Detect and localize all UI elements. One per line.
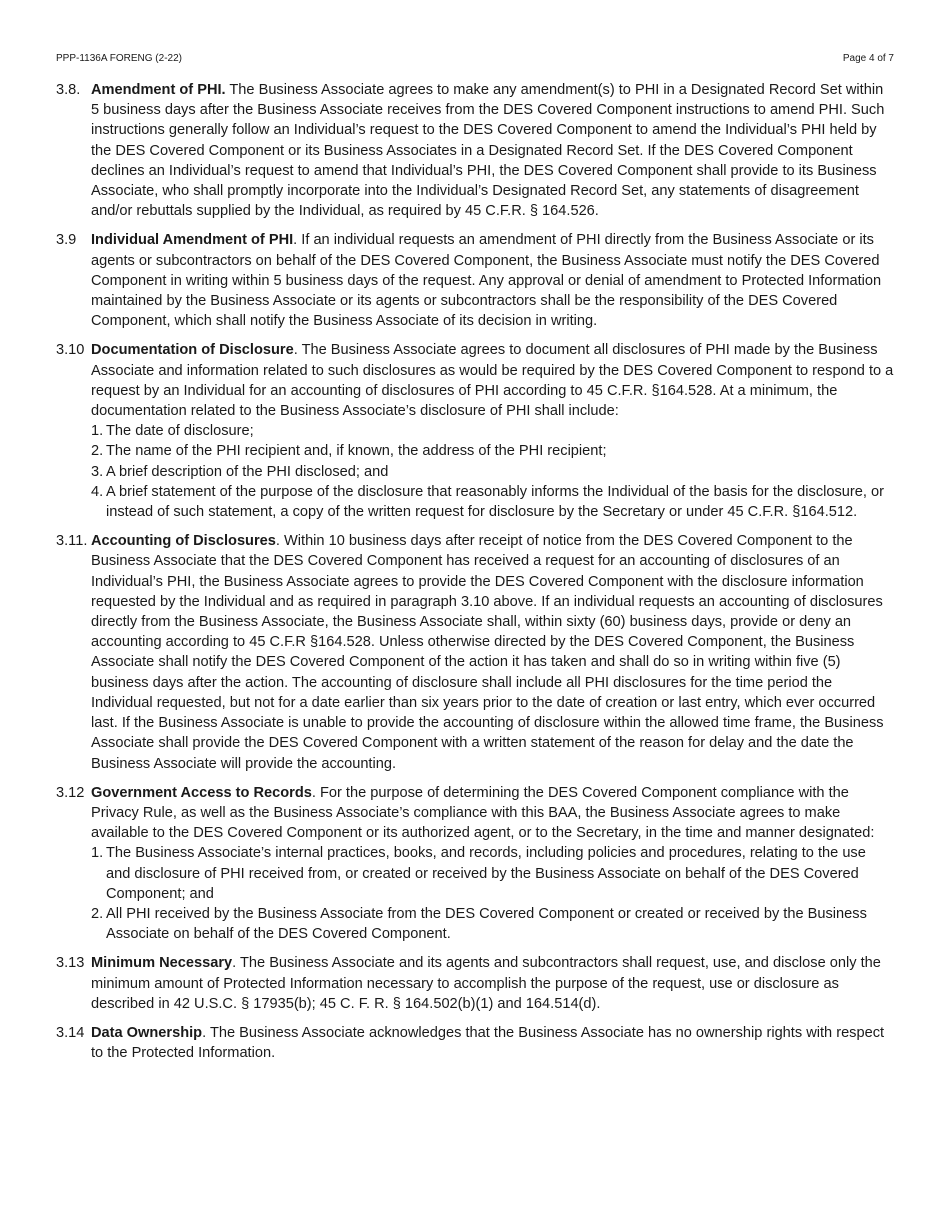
section-text: . If an individual requests an amendment of PHI directly from the Business Associate or its agents or subcontractors on behalf of the DES Covered Component, the Business Associate must notify the DES Covered Component in writing within 5 business days of the request. Any approval or denial of amendment to Protected Information maintained by the Business Associate or its agents or subcontractors shall be the responsibility of the DES Covered Component, which shall notify the Business Associate of its decision in writing. xyxy=(91,232,882,330)
section-text: . The Business Associate acknowledges that the Business Associate has no ownership rights with respect to the Protected Information. xyxy=(91,1024,885,1062)
section-text: The Business Associate agrees to make any amendment(s) to PHI in a Designated Record Set within 5 business days after the Business Associate receives from the DES Covered Component instructions to amend PHI. Such instructions generally follow an Individual’s request to the DES Covered Component to amend the Individual’s PHI held by the DES Covered Component or its Business Associates in a Designated Record Set. If the DES Covered Component declines an Individual’s request to amend that Individual’s PHI, the DES Covered Component shall provide to its Business Associate, who shall promptly incorporate into the Individual’s Designated Record Set, any statements of disagreement and/or rebuttals supplied by the Individual, as required by 45 C.F.R. § 164.526. xyxy=(91,82,885,220)
document-body xyxy=(56,80,894,1072)
list-number: 3. xyxy=(91,463,104,480)
list-number: 1. xyxy=(91,845,104,862)
section-3-11 xyxy=(56,531,894,773)
section-3-13 xyxy=(56,953,894,1014)
section-text: . For the purpose of determining the DES Covered Component compliance with the Privacy Rule, as well as the Business Associate’s compliance with this BAA, the Business Associate agrees to make available to the DES Covered Component or its authorized agent, or to the Secretary, in the time and manner designated: xyxy=(91,784,875,842)
list-item xyxy=(91,462,894,482)
list-item xyxy=(91,482,894,522)
section-number: 3.11. xyxy=(56,533,88,550)
section-title: Individual Amendment of PHI xyxy=(91,232,294,249)
list-item xyxy=(91,904,894,944)
section-3-9 xyxy=(56,230,894,331)
list-item xyxy=(91,421,894,441)
list-number: 2. xyxy=(91,905,104,922)
section-number: 3.10 xyxy=(56,342,85,359)
list-text: The Business Associate’s internal practices, books, and records, including policies and procedures, relating to the use and disclosure of PHI received from, or created or received by the Business Associate on behalf of the DES Covered Component; and xyxy=(106,845,866,902)
list-item xyxy=(91,843,894,904)
section-number: 3.14 xyxy=(56,1024,85,1041)
form-id: PPP-1136A FORENG (2-22) xyxy=(56,53,182,64)
list-text: A brief statement of the purpose of the disclosure that reasonably informs the Individual of the basis for the disclosure, or instead of such statement, a copy of the written request for disclosure by the Secretary or under 45 C.F.R. §164.512. xyxy=(106,483,884,521)
section-text: . Within 10 business days after receipt of notice from the DES Covered Component to the Business Associate that the DES Covered Component has received a request for an accounting of disclosures of an Individual’s PHI, the Business Associate agrees to provide the DES Covered Component with the disclosure information requested by the Individual and as required in paragraph 3.10 above. If an individual requests an accounting of disclosures directly from the Business Associate, the Business Associate shall, within sixty (60) business days, provide or deny an accounting according to 45 C.F.R §164.528. Unless otherwise directed by the DES Covered Component, the Business Associate shall notify the DES Covered Component of the action it has taken and shall do so in writing within five (5) business days after the action. The accounting of disclosure shall include all PHI disclosures for the time period the Individual requested, but not for a date earlier than six years prior to the date of creation or last entry, which ever occurred last. If the Business Associate is unable to provide the accounting of disclosure within the allowed time frame, the Business Associate shall provide the DES Covered Component with a written statement of the reason for delay and the date the Business Associate will provide the accounting. xyxy=(91,533,884,772)
section-title: Government Access to Records xyxy=(91,784,312,801)
section-text: . The Business Associate agrees to document all disclosures of PHI made by the Business Associate and information related to such disclosures as would be required by the DES Covered Component to respond to a request by an Individual for an accounting of disclosures of PHI according to 45 C.F.R. §164.528. At a minimum, the documentation related to the Business Associate’s disclosure of PHI shall include: xyxy=(91,342,894,420)
section-title: Minimum Necessary xyxy=(91,955,233,972)
section-number: 3.8. xyxy=(56,82,81,98)
list-text: A brief description of the PHI disclosed; and xyxy=(106,463,389,480)
list-item xyxy=(91,441,894,461)
section-title: Data Ownership xyxy=(91,1024,203,1041)
section-number: 3.13 xyxy=(56,955,85,972)
list-number: 2. xyxy=(91,443,104,460)
section-title: Amendment of PHI. xyxy=(91,82,226,98)
list-text: The date of disclosure; xyxy=(106,423,254,440)
list-text: The name of the PHI recipient and, if known, the address of the PHI recipient; xyxy=(106,443,607,460)
list-text: All PHI received by the Business Associate from the DES Covered Component or created or received by the Business Associate on behalf of the DES Covered Component. xyxy=(106,905,867,943)
section-text: . The Business Associate and its agents and subcontractors shall request, use, and disclose only the minimum amount of Protected Information necessary to accomplish the purpose of the request, use or disclosure as described in 42 U.S.C. § 17935(b); 45 C. F. R. § 164.502(b)(1) and 164.514(d). xyxy=(91,955,881,1012)
list-number: 4. xyxy=(91,483,104,500)
list-number: 1. xyxy=(91,423,104,440)
section-3-14 xyxy=(56,1023,894,1063)
section-title: Accounting of Disclosures xyxy=(91,533,276,550)
section-number: 3.9 xyxy=(56,232,77,249)
section-title: Documentation of Disclosure xyxy=(91,342,294,359)
section-3-10 xyxy=(56,340,894,522)
page-number: Page 4 of 7 xyxy=(842,53,894,64)
section-3-12 xyxy=(56,783,894,945)
section-number: 3.12 xyxy=(56,784,85,801)
section-3-8 xyxy=(56,80,894,221)
